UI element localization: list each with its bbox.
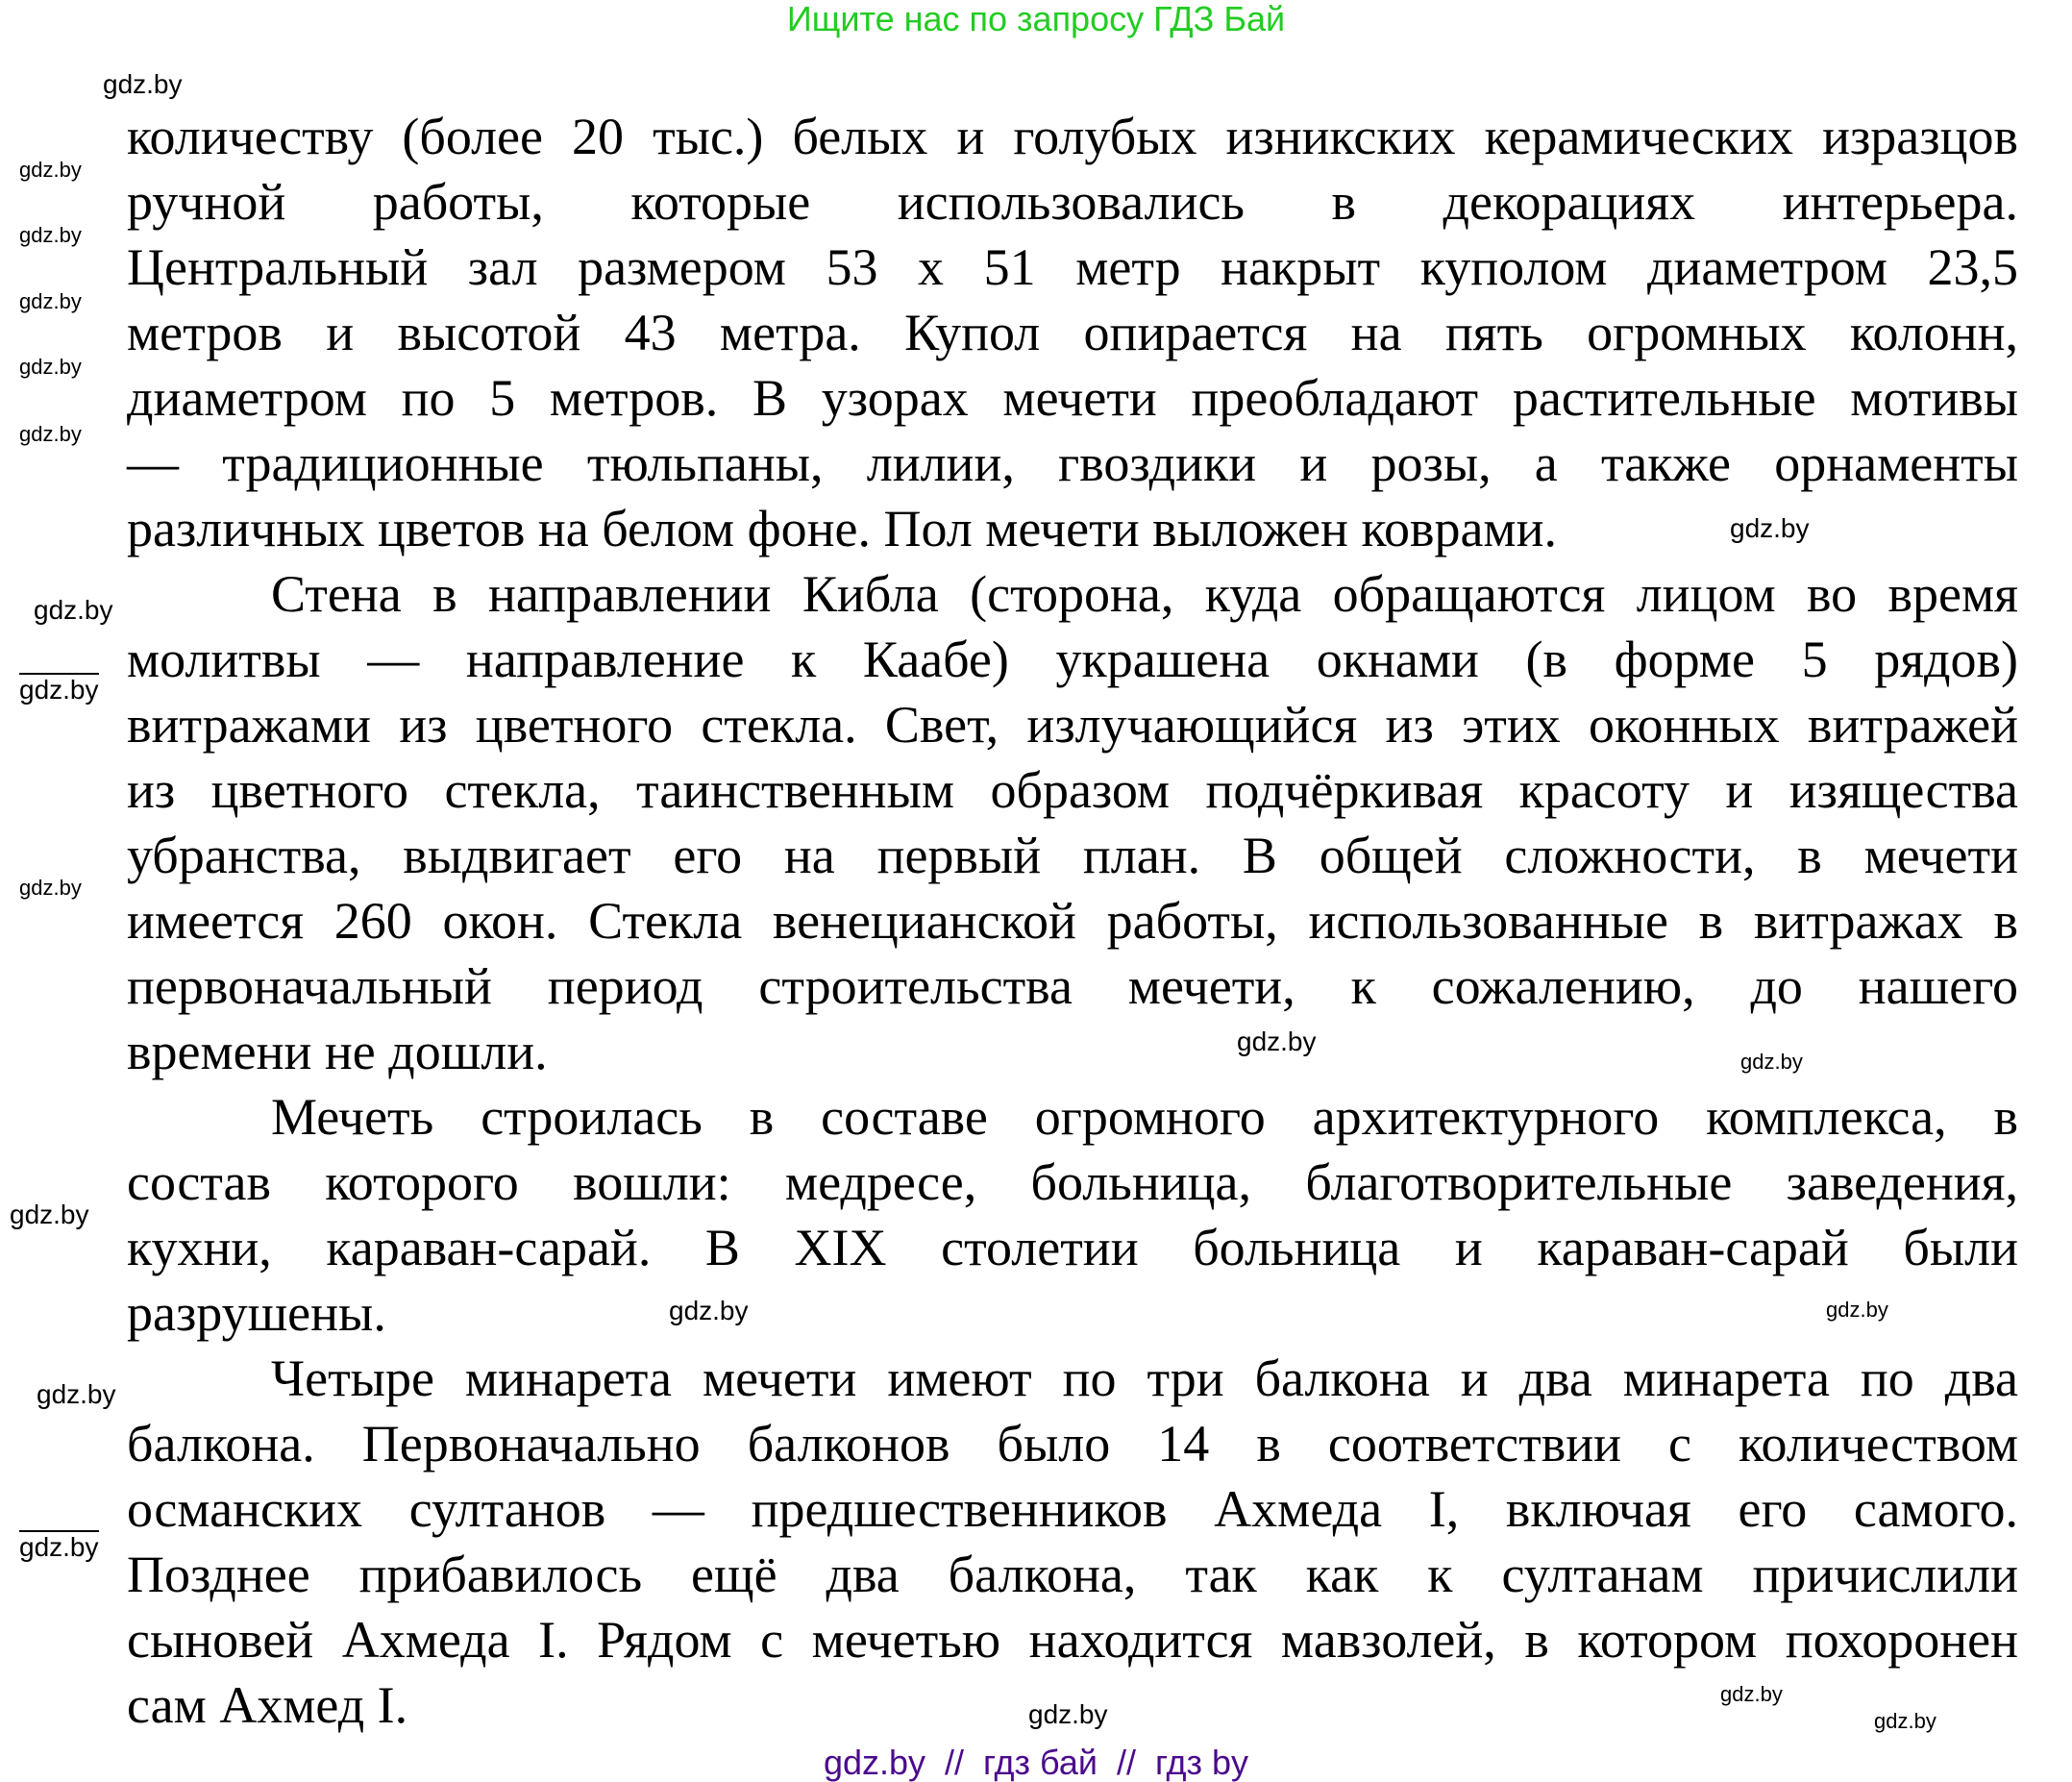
watermark: gdz.by [19, 355, 82, 379]
watermark: gdz.by [19, 675, 99, 705]
text-line: сыновей Ахмеда I. Рядом с мечетью находится мавзолей, в котором похоронен [127, 1611, 2018, 1669]
watermark: gdz.by [1874, 1709, 1936, 1733]
text-line: молитвы — направление к Каабе) украшена окнами (в форме 5 рядов) [127, 631, 2018, 688]
document-body [127, 104, 2018, 1738]
text-line: количеству (более 20 тыс.) белых и голубых изникских керамических изразцов [127, 108, 2018, 165]
header-banner: Ищите нас по запросу ГДЗ Бай [786, 0, 1286, 38]
watermark: gdz.by [1740, 1050, 1803, 1074]
text-line: из цветного стекла, таинственным образом подчёркивая красоту и изящества [127, 761, 2018, 819]
text-line: убранства, выдвигает его на первый план. В общей сложности, в мечети [127, 827, 2018, 884]
text-line: различных цветов на белом фоне. Пол мечети выложен коврами. [127, 500, 1557, 557]
watermark: gdz.by [19, 876, 82, 900]
watermark: gdz.by [19, 158, 82, 182]
text-line: Четыре минарета мечети имеют по три балкона и два минарета по два [271, 1349, 2018, 1407]
text-line: ручной работы, которые использовались в декорациях интерьера. [127, 173, 2018, 231]
watermark: gdz.by [1237, 1027, 1317, 1056]
watermark: gdz.by [1730, 513, 1810, 543]
watermark: gdz.by [37, 1379, 116, 1409]
watermark: gdz.by [103, 69, 183, 99]
text-line: диаметром по 5 метров. В узорах мечети преобладают растительные мотивы [127, 369, 2018, 427]
watermark: gdz.by [1720, 1682, 1783, 1706]
watermark: gdz.by [19, 289, 82, 313]
text-line: метров и высотой 43 метра. Купол опирается на пять огромных колонн, [127, 304, 2018, 361]
watermark: gdz.by [19, 223, 82, 247]
text-line: состав которого вошли: медресе, больница, благотворительные заведения, [127, 1153, 2018, 1211]
watermark: gdz.by [1028, 1699, 1108, 1729]
watermark: gdz.by [19, 422, 82, 446]
text-line: имеется 260 окон. Стекла венецианской работы, использованные в витражах в [127, 892, 2018, 950]
text-line: сам Ахмед I. [127, 1676, 408, 1734]
watermark: gdz.by [34, 595, 113, 625]
watermark: gdz.by [1826, 1298, 1888, 1322]
text-line: витражами из цветного стекла. Свет, излучающийся из этих оконных витражей [127, 696, 2018, 754]
text-line: Центральный зал размером 53 х 51 метр накрыт куполом диаметром 23,5 [127, 238, 2018, 296]
text-line: Мечеть строилась в составе огромного архитектурного комплекса, в [271, 1088, 2018, 1146]
text-line: Позднее прибавилось ещё два балкона, так как к султанам причислили [127, 1546, 2018, 1603]
text-line: разрушены. [127, 1284, 386, 1342]
watermark: gdz.by [19, 1532, 99, 1562]
text-line: времени не дошли. [127, 1023, 548, 1080]
footer-banner: gdz.by // гдз бай // гдз by [823, 1743, 1249, 1782]
text-line: османских султанов — предшественников Ахмеда I, включая его самого. [127, 1480, 2018, 1538]
watermark: gdz.by [10, 1200, 89, 1229]
text-line: — традиционные тюльпаны, лилии, гвоздики и розы, а также орнаменты [127, 434, 2018, 492]
text-line: Стена в направлении Кибла (сторона, куда обращаются лицом во время [271, 565, 2018, 623]
text-line: первоначальный период строительства мечети, к сожалению, до нашего [127, 957, 2018, 1015]
text-line: балкона. Первоначально балконов было 14 в соответствии с количеством [127, 1415, 2018, 1473]
text-line: кухни, караван-сарай. В XIX столетии больница и караван-сарай были [127, 1219, 2018, 1276]
watermark: gdz.by [669, 1296, 749, 1325]
